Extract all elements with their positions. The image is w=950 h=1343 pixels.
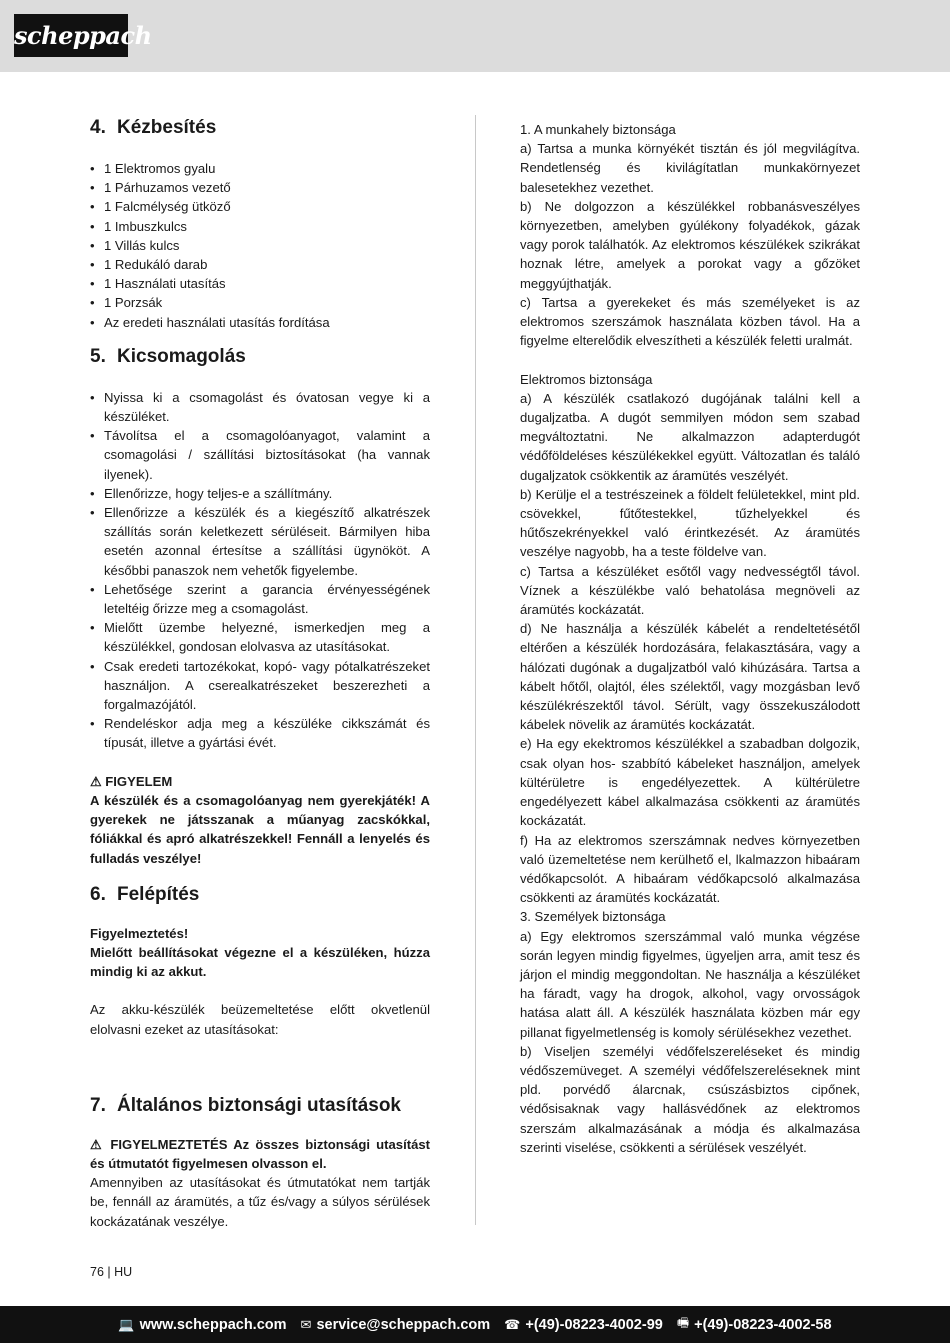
paragraph: a) A készülék csatlakozó dugójának találni kell a dugaljzatba. A dugót semmilyen módon sem szabad megváltoztatni. Ne alkalmazzon adapterdugót védőföldeléses készülékekkel együtt. Változatlan és találó dugaljzatok csökkentik az áramütés veszélyét.: [520, 390, 860, 483]
list-item: • Ellenőrizze, hogy teljes-e a szállítmány.: [90, 484, 430, 503]
unpacking-list: [90, 388, 430, 753]
paragraph: 1. A munkahely biztonsága: [520, 122, 676, 137]
right-column: [520, 120, 860, 1157]
paragraph: f) Ha az elektromos szerszámnak nedves környezetben való üzemeltetése nem kerülhető el, lkalmazzon hibaáram védőkapcsolót. A hibaáram védőkapcsoló alkalmazása csökkenti az áramütés kockázatát.: [520, 832, 860, 906]
fax-icon: 🖷: [676, 1314, 690, 1330]
list-item: • Lehetősége szerint a garancia érvényességének leteltéig őrizze meg a csomagolást.: [90, 580, 430, 618]
list-item: • 1 Használati utasítás: [90, 274, 430, 293]
list-item: • 1 Párhuzamos vezető: [90, 178, 430, 197]
footer-bar: [0, 1306, 950, 1343]
paragraph: 3. Személyek biztonsága: [520, 909, 666, 925]
section-heading-6: 6. Felépítés: [90, 883, 200, 905]
footer-phone[interactable]: ☎ +(49)-08223-4002-99: [504, 1316, 663, 1333]
paragraph: c) Tartsa a készüléket esőtől vagy nedvességtől távol. Víznek a készülékbe való behatolása megnöveli az áramütés kockázatát.: [520, 563, 860, 618]
section-heading-7: 7. Általános biztonsági utasítások: [90, 1094, 401, 1116]
list-item: • 1 Redukáló darab: [90, 255, 430, 274]
list-item: • Csak eredeti tartozékokat, kopó- vagy pótalkatrészeket használjon. A cserealkatrészeket beszerezheti a forgalmazójától.: [90, 657, 430, 715]
paragraph: Elektromos biztonsága: [520, 371, 653, 387]
safety-warning-title: ⚠ FIGYELMEZTETÉS Az összes biztonsági utasítást és útmutatót figyelmesen olvasson el.: [90, 1136, 431, 1171]
list-item: • 1 Elektromos gyalu: [90, 159, 430, 178]
paragraph: a) Egy elektromos szerszámmal való munka végzése során legyen mindig figyelmes, ügyeljen arra, amit tesz és járjon el mindig meggondoltan. Ne használja a készüléket ha fáradt, vagy ha drogok, alkohol, vagy orvosságok hatása alatt áll. A készülék használata közben már egy pillanat figyelmetlenség is komoly sérülésekhez vezethet.: [520, 928, 860, 1040]
paragraph: b) Viseljen személyi védőfelszereléseket és mindig védőszemüveget. A személyi védőfelszereléseknek mint pld. porvédő álarcnak, csúszásbiztos cipőnek, védősisaknak vagy hallásvédőnek az elektromos szerszám alkalmazásának a módja és alkalmazása szerinti viselése, csökkenti a sérülések veszélyét.: [520, 1043, 860, 1155]
section-heading-5: 5. Kicsomagolás: [90, 345, 246, 367]
list-item: • Rendeléskor adja meg a készüléke cikkszámát és típusát, illetve a gyártási évét.: [90, 714, 430, 752]
setup-paragraph: Az akku-készülék beüzemeltetése előtt okvetlenül elolvasni ezeket az utasításokat:: [90, 1002, 430, 1037]
phone-icon: ☎: [504, 1316, 521, 1332]
paragraph: b) Kerülje el a testrészeinek a földelt felületekkel, mint pld. csövekkel, fűtőtestekkel, tűzhelyekkel és hűtőszekrényekkel való érintkezését. Az áramütés veszélye nagyobb, ha a teste földelve van.: [520, 486, 860, 560]
footer-fax: 🖷 +(49)-08223-4002-58: [677, 1314, 832, 1336]
column-divider: [475, 115, 476, 1225]
warning-title: ⚠ FIGYELEM: [90, 773, 173, 789]
list-item: • Nyissa ki a csomagolást és óvatosan vegye ki a készüléket.: [90, 388, 430, 426]
note-text: Mielőtt beállításokat végezne el a készüléken, húzza mindig ki az akkut.: [90, 944, 430, 980]
mail-icon: ✉: [300, 1316, 312, 1332]
paragraph: e) Ha egy ekektromos készülékkel a szabadban dolgozik, csak olyan hos- szabbító kábeleket használjon, amelyek kültérületre is engedélyezettek. A kültérületre engedélyezett kábel alkalmazása csökkenti az áramütés kockázatát.: [520, 736, 860, 829]
list-item: • 1 Villás kulcs: [90, 236, 430, 255]
footer-website[interactable]: 💻 www.scheppach.com: [118, 1316, 287, 1333]
warning-text: A készülék és a csomagolóanyag nem gyerekjáték! A gyerekek ne játsszanak a műanyag zacskókkal, fóliákkal és apró alkatrészekkel! Fennáll a lenyelés és fulladás veszélye!: [90, 792, 430, 866]
warning-icon: ⚠: [90, 773, 102, 789]
warning-icon: ⚠: [90, 1136, 105, 1152]
list-item: • 1 Falcmélység ütköző: [90, 197, 430, 216]
list-item: • Mielőtt üzembe helyezné, ismerkedjen meg a készülékkel, gondosan elolvasva az utasításokat.: [90, 618, 430, 656]
computer-icon: 💻: [118, 1316, 135, 1332]
footer-email[interactable]: ✉ service@scheppach.com: [300, 1316, 491, 1333]
list-item: • Az eredeti használati utasítás fordítása: [90, 313, 430, 332]
list-item: • Távolítsa el a csomagolóanyagot, valamint a csomagolási / szállítási biztosításokat (ha vannak ilyenek).: [90, 426, 430, 484]
list-item: • Ellenőrizze a készülék és a kiegészítő alkatrészek szállítás során keletkezett sérüléseit. Bármilyen hiba esetén azonnal értesítse a szállítási ügynököt. A későbbi panaszok nem vehetők figyelembe.: [90, 503, 430, 580]
delivery-list: [90, 159, 430, 332]
list-item: • 1 Imbuszkulcs: [90, 217, 430, 236]
header-bar: [0, 0, 950, 72]
section-heading-4: 4. Kézbesítés: [90, 117, 217, 138]
spacer: [520, 350, 860, 369]
brand-logo: scheppach: [14, 14, 128, 57]
paragraph: c) Tartsa a gyerekeket és más személyeket is az elektromos szerszámok használata közben távol. Ha a figyelme elterelődik elveszítheti a készülék feletti uralmát.: [520, 294, 860, 349]
page-number: 76 | HU: [90, 1265, 133, 1279]
paragraph: b) Ne dolgozzon a készülékkel robbanásveszélyes környezetben, amelyben gyúlékony folyadékok, gázak vagy porok találhatók. Az elektromos készülékek szikrákat hoznak létre, amelyek a porokat vagy a gőzöket meggyújthatják.: [520, 198, 860, 291]
paragraph: a) Tartsa a munka környékét tisztán és jól megvilágítva. Rendetlenség és kivilágítatlan munkakörnyezet balesetekhez vezethet.: [520, 141, 860, 195]
left-column: [90, 115, 430, 1231]
note-title: Figyelmeztetés!: [90, 925, 189, 941]
list-item: • 1 Porzsák: [90, 293, 430, 312]
safety-warning-text: Amennyiben az utasításokat és útmutatókat nem tartják be, fennáll az áramütés, a tűz és/vagy a súlyos sérülések kockázatának veszélye.: [90, 1175, 430, 1229]
paragraph: d) Ne használja a készülék kábelét a rendeltetésétől eltérően a készülék hordozására, felakasztására, vagy a hálózati dugónak a dugaljzatból való kihúzására. Tartsa a kábelt hőtől, olajtól, éles szélektől, vagy mozgásban levő készülékrészektől távol. Sérült, vagy összekuszálodott kábelek növelik az áramütés kockázatát.: [520, 621, 860, 733]
